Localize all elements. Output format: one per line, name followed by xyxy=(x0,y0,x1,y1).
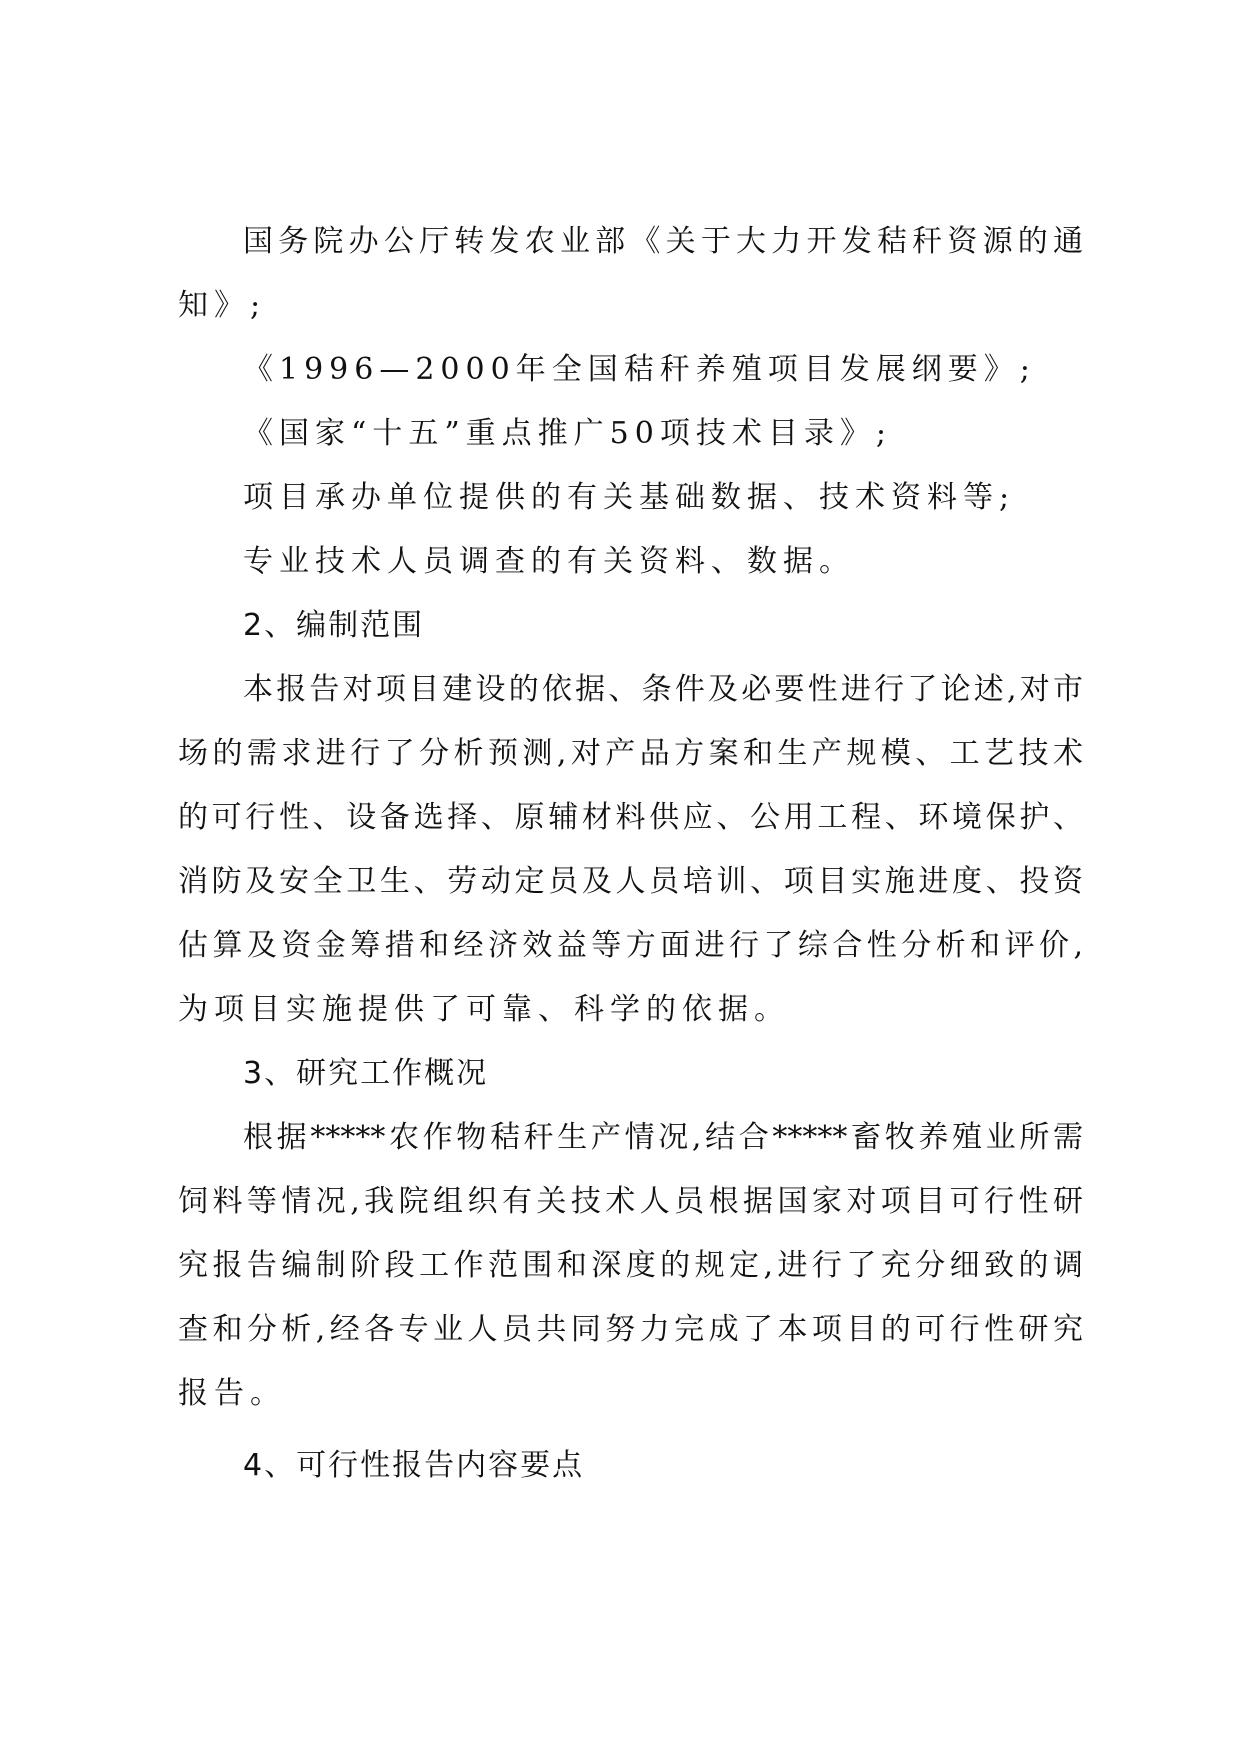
basis-item-1-line-1: 国务院办公厅转发农业部《关于大力开发秸秆资源的通 xyxy=(243,224,1083,259)
basis-item-1-line-2: 知》; xyxy=(178,288,267,323)
section-2-paragraph-line: 估算及资金筹措和经济效益等方面进行了综合性分析和评价, xyxy=(178,928,1083,963)
section-3-paragraph-line: 报告。 xyxy=(178,1376,286,1411)
section-2-paragraph-line: 的可行性、设备选择、原辅材料供应、公用工程、环境保护、 xyxy=(178,800,1083,835)
section-3-paragraph-line: 查和分析,经各专业人员共同努力完成了本项目的可行性研究 xyxy=(178,1312,1083,1347)
section-2-paragraph-line: 本报告对项目建设的依据、条件及必要性进行了论述,对市 xyxy=(243,672,1083,707)
basis-item-4: 项目承办单位提供的有关基础数据、技术资料等; xyxy=(243,480,1016,515)
section-4-heading: 4、可行性报告内容要点 xyxy=(243,1448,585,1483)
section-3-paragraph-line: 饲料等情况,我院组织有关技术人员根据国家对项目可行性研 xyxy=(178,1184,1083,1219)
section-3-paragraph-line: 究报告编制阶段工作范围和深度的规定,进行了充分细致的调 xyxy=(178,1248,1083,1283)
section-2-paragraph-line: 场的需求进行了分析预测,对产品方案和生产规模、工艺技术 xyxy=(178,736,1083,771)
section-3-paragraph-line: 根据*****农作物秸秆生产情况,结合*****畜牧养殖业所需 xyxy=(243,1120,1083,1155)
section-3-heading: 3、研究工作概况 xyxy=(243,1056,489,1091)
basis-item-5: 专业技术人员调查的有关资料、数据。 xyxy=(243,544,855,579)
section-2-heading: 2、编制范围 xyxy=(243,608,425,643)
section-2-paragraph-line: 为项目实施提供了可靠、科学的依据。 xyxy=(178,992,790,1027)
basis-item-2: 《1996—2000年全国秸秆养殖项目发展纲要》; xyxy=(243,352,1036,387)
basis-item-3: 《国家“十五”重点推广50项技术目录》; xyxy=(243,416,892,451)
section-2-paragraph-line: 消防及安全卫生、劳动定员及人员培训、项目实施进度、投资 xyxy=(178,864,1083,899)
